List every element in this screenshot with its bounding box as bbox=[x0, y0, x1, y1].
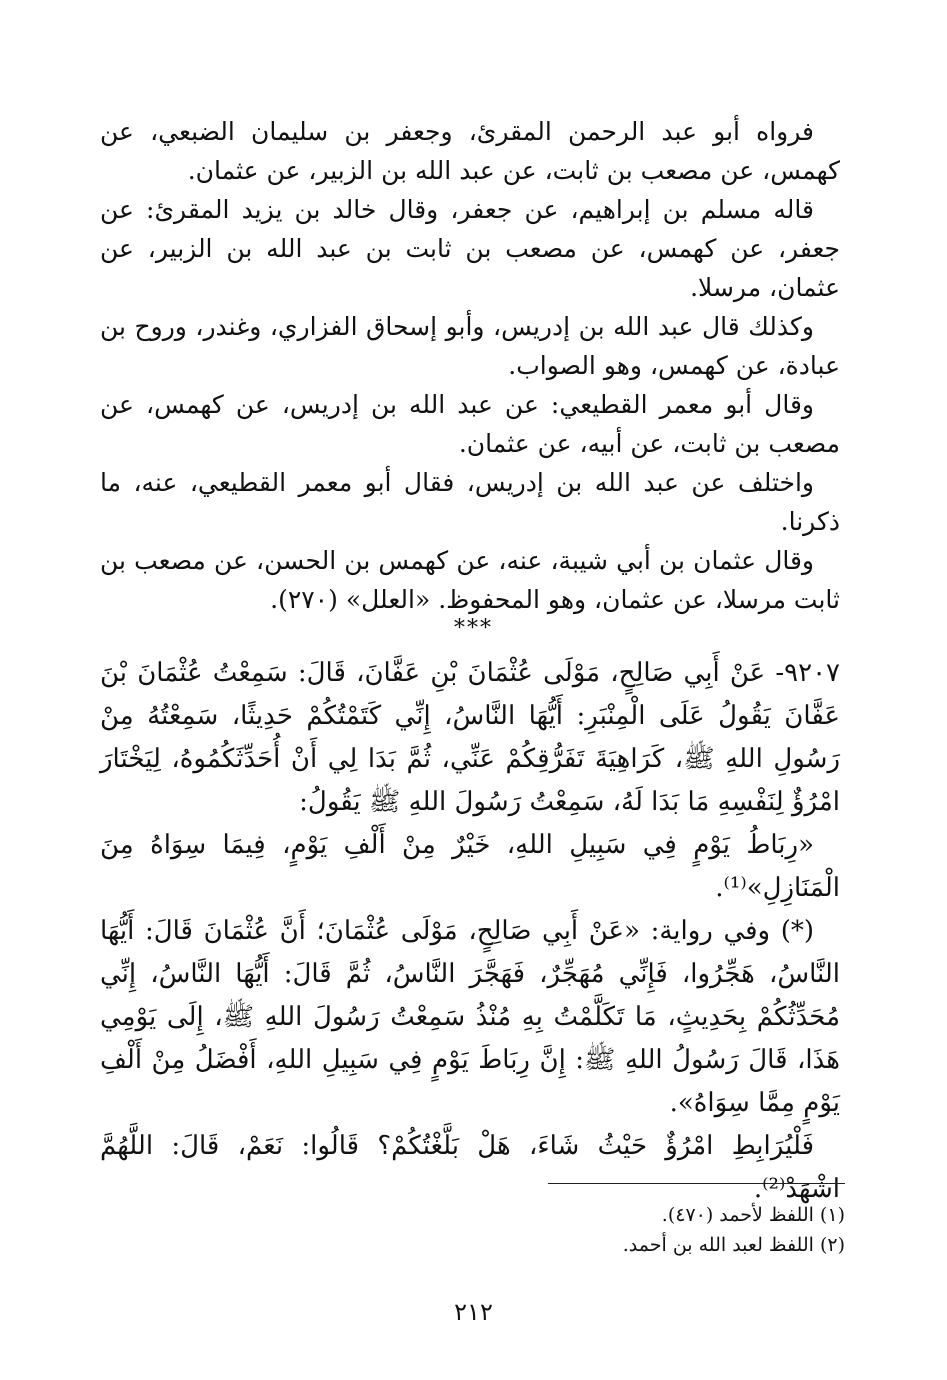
commentary-paragraph: وكذلك قال عبد الله بن إدريس، وأبو إسحاق الفزاري، وغندر، وروح بن عبادة، عن كهمس، وهو الصواب. bbox=[100, 312, 840, 380]
hadith-alternate-narration: (*) وفي رواية: «عَنْ أَبِي صَالِحٍ، مَوْلَى عُثْمَانَ؛ أَنَّ عُثْمَانَ قَالَ: أَيُّهَا النَّاسُ، هَجِّرُوا، فَإِنِّي مُهَجِّرٌ، فَهَجَّرَ النَّاسُ، ثُمَّ قَالَ: أَيُّهَا النَّاسُ، إِنِّي مُحَدِّثُكُمْ بِحَدِيثٍ، مَا تَكَلَّمْتُ بِهِ مُنْذُ سَمِعْتُ رَسُولَ اللهِ ﷺ، إِلَى يَوْمِي هَذَا، قَالَ رَسُولُ اللهِ ﷺ: إِنَّ رِبَاطَ يَوْمٍ فِي سَبِيلِ اللهِ، أَفْضَلُ مِنْ أَلْفِ يَوْمٍ مِمَّا سِوَاهُ». bbox=[100, 916, 840, 1118]
hadith-block bbox=[100, 652, 840, 1211]
commentary-paragraph: وقال عثمان بن أبي شيبة، عنه، عن كهمس بن الحسن، عن مصعب بن ثابت مرسلا، عن عثمان، وهو المحفوظ. «العلل» (٢٧٠). bbox=[100, 546, 840, 614]
commentary-paragraph: قاله مسلم بن إبراهيم، عن جعفر، وقال خالد بن يزيد المقرئ: عن جعفر، عن كهمس، عن مصعب بن ثابت بن عبد الله بن الزبير، عن عثمان، مرسلا. bbox=[100, 195, 840, 302]
commentary-paragraph: فرواه أبو عبد الرحمن المقرئ، وجعفر بن سليمان الضبعي، عن كهمس، عن مصعب بن ثابت، عن عبد الله بن الزبير، عن عثمان. bbox=[100, 117, 840, 185]
hadith-main-text: ٩٢٠٧- عَنْ أَبِي صَالِحٍ، مَوْلَى عُثْمَانَ بْنِ عَفَّانَ، قَالَ: سَمِعْتُ عُثْمَانَ بْنَ عَفَّانَ يَقُولُ عَلَى الْمِنْبَرِ: أَيُّهَا النَّاسُ، إِنِّي كَتَمْتُكُمْ حَدِيثًا، سَمِعْتُهُ مِنْ رَسُولِ اللهِ ﷺ، كَرَاهِيَةَ تَفَرُّقِكُمْ عَنِّي، ثُمَّ بَدَا لِي أَنْ أُحَدِّثَكُمُوهُ، لِيَخْتَارَ امْرُؤٌ لِنَفْسِهِ مَا بَدَا لَهُ، سَمِعْتُ رَسُولَ اللهِ ﷺ يَقُولُ: bbox=[100, 658, 841, 817]
section-separator: *** bbox=[454, 616, 493, 641]
footnote-item: (٢) اللفظ لعبد الله بن أحمد. bbox=[622, 1234, 845, 1256]
page-number: ٢١٢ bbox=[454, 1298, 493, 1326]
commentary-paragraph: وقال أبو معمر القطيعي: عن عبد الله بن إدريس، عن كهمس، عن مصعب بن ثابت، عن أبيه، عن عثمان. bbox=[100, 390, 840, 458]
commentary-paragraph: واختلف عن عبد الله بن إدريس، فقال أبو معمر القطيعي، عنه، ما ذكرنا. bbox=[100, 468, 840, 536]
footnotes bbox=[400, 1200, 845, 1260]
footnote-item: (١) اللفظ لأحمد (٤٧٠). bbox=[661, 1204, 845, 1226]
hadith-quote: «رِبَاطُ يَوْمٍ فِي سَبِيلِ اللهِ، خَيْرٌ مِنْ أَلْفِ يَوْمٍ، فِيمَا سِوَاهُ مِنَ الْمَنَازِلِ»⁽¹⁾. bbox=[100, 830, 840, 903]
footnote-divider bbox=[548, 1183, 845, 1184]
commentary-block bbox=[100, 112, 840, 619]
hadith-closing: فَلْيُرَابِطِ امْرُؤٌ حَيْثُ شَاءَ، هَلْ بَلَّغْتُكُمْ؟ قَالُوا: نَعَمْ، قَالَ: اللَّهُمَّ اشْهَدْ⁽²⁾. bbox=[100, 1131, 840, 1204]
